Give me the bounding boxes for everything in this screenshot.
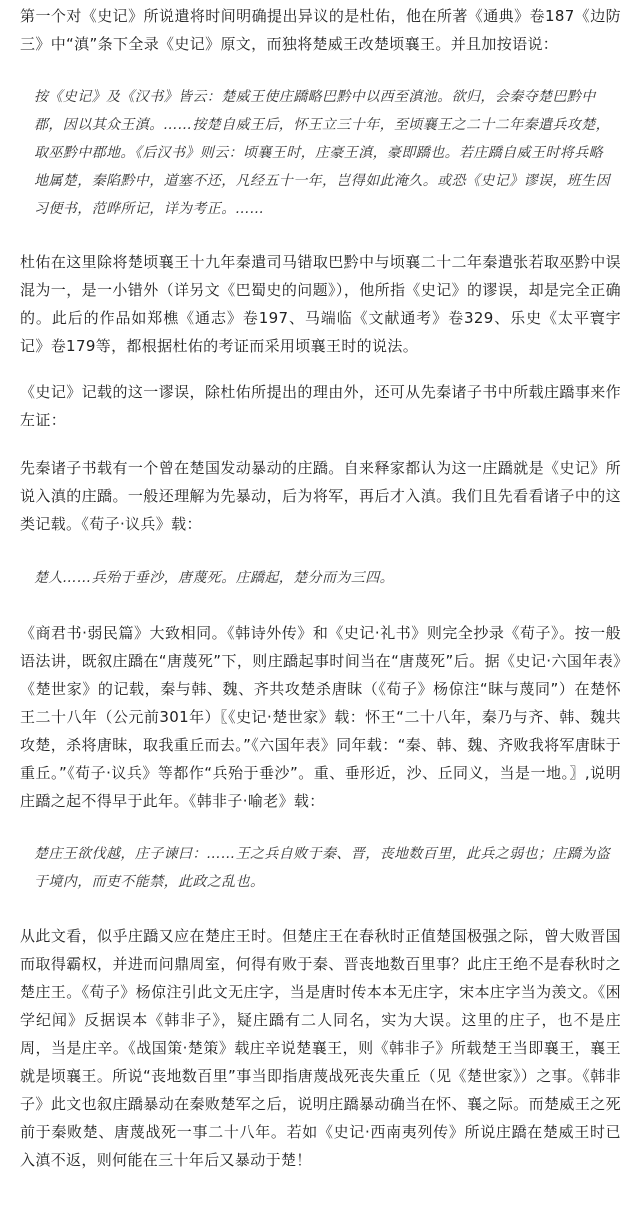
- paragraph-2: 杜佑在这里除将楚顷襄王十九年秦遣司马错取巴黔中与顷襄二十二年秦遣张若取巫黔中误混为一，是一小错外（详另文《巴蜀史的问题》），他所指《史记》的谬误，却是完全正确的。此后的作品如郑樵《通志》卷197、马端临《文献通考》卷329、乐史《太平寰宇记》卷179等，都根据杜佑的考证而采用顷襄王时的说法。: [20, 253, 621, 355]
- paragraph-5: 《商君书·弱民篇》大致相同。《韩诗外传》和《史记·礼书》则完全抄录《荀子》。按一般语法讲，既叙庄蹻在“唐蔑死”下，则庄蹻起事时间当在“唐蔑死”后。据《史记·六国年表》《楚世家》的记载，秦与韩、魏、齐共攻楚杀唐眜（《荀子》杨倞注“眜与蔑同”）在楚怀王二十八年（公元前301年）〖《史记·楚世家》载：怀王“二十八年，秦乃与齐、韩、魏共攻楚，杀将唐眜，取我重丘而去。”《六国年表》同年载：“秦、韩、魏、齐败我将军唐眜于重丘。”《荀子·议兵》等都作“兵殆于垂沙”。重、垂形近，沙、丘同义，当是一地。〗,说明庄蹻之起不得早于此年。《韩非子·喻老》载：: [20, 624, 621, 810]
- quote-3: 楚庄王欲伐越，庄子谏曰：……王之兵自败于秦、晋，丧地数百里，此兵之弱也；庄蹻为盗于境内，而吏不能禁，此政之乱也。: [34, 846, 610, 890]
- article: [0, 2, 633, 1174]
- paragraph-6: 从此文看，似乎庄蹻又应在楚庄王时。但楚庄王在春秋时正值楚国极强之际，曾大败晋国而取得霸权，并进而问鼎周室，何得有败于秦、晋丧地数百里事？此庄王绝不是春秋时之楚庄王。《荀子》杨倞注引此文无庄字，当是唐时传本本无庄字，宋本庄字当为羡文。《困学纪闻》反据误本《韩非子》，疑庄蹻有二人同名，实为大误。这里的庄子，也不是庄周，当是庄辛。《战国策·楚策》载庄辛说楚襄王，则《韩非子》所载楚王当即襄王，襄王就是顷襄王。所说“丧地数百里”事当即指唐蔑战死丧失重丘（见《楚世家》）之事。《韩非子》此文也叙庄蹻暴动在秦败楚军之后，说明庄蹻暴动确当在怀、襄之际。而楚威王之死前于秦败楚、唐蔑战死一事二十八年。若如《史记·西南夷列传》所说庄蹻在楚威王时已入滇不返，则何能在三十年后又暴动于楚！: [20, 927, 621, 1169]
- quote-2: 楚人……兵殆于垂沙，唐蔑死。庄蹻起，楚分而为三四。: [34, 570, 394, 586]
- quote-1: 按《史记》及《汉书》皆云：楚威王使庄蹻略巴黔中以西至滇池。欲归，会秦夺楚巴黔中郡，因以其众王滇。……按楚自威王后，怀王立三十年，至顷襄王之二十二年秦遣兵攻楚，取巫黔中郡地。《后汉书》则云：顷襄王时，庄豪王滇，豪即蹻也。若庄蹻自威王时将兵略地属楚，秦陷黔中，道塞不还，凡经五十一年，岂得如此淹久。或恐《史记》谬误，班生因习便书，范晔所记，详为考正。……: [34, 89, 610, 217]
- paragraph-4: 先秦诸子书载有一个曾在楚国发动暴动的庄蹻。自来释家都认为这一庄蹻就是《史记》所说入滇的庄蹻。一般还理解为先暴动，后为将军，再后才入滇。我们且先看看诸子中的这类记载。《荀子·议兵》载：: [20, 459, 621, 533]
- paragraph-1: 第一个对《史记》所说遣将时间明确提出异议的是杜佑，他在所著《通典》卷187《边防三》中“滇”条下全录《史记》原文，而独将楚威王改楚顷襄王。并且加按语说：: [20, 7, 621, 53]
- paragraph-3: 《史记》记载的这一谬误，除杜佑所提出的理由外，还可从先秦诸子书中所载庄蹻事来作左证：: [20, 383, 621, 429]
